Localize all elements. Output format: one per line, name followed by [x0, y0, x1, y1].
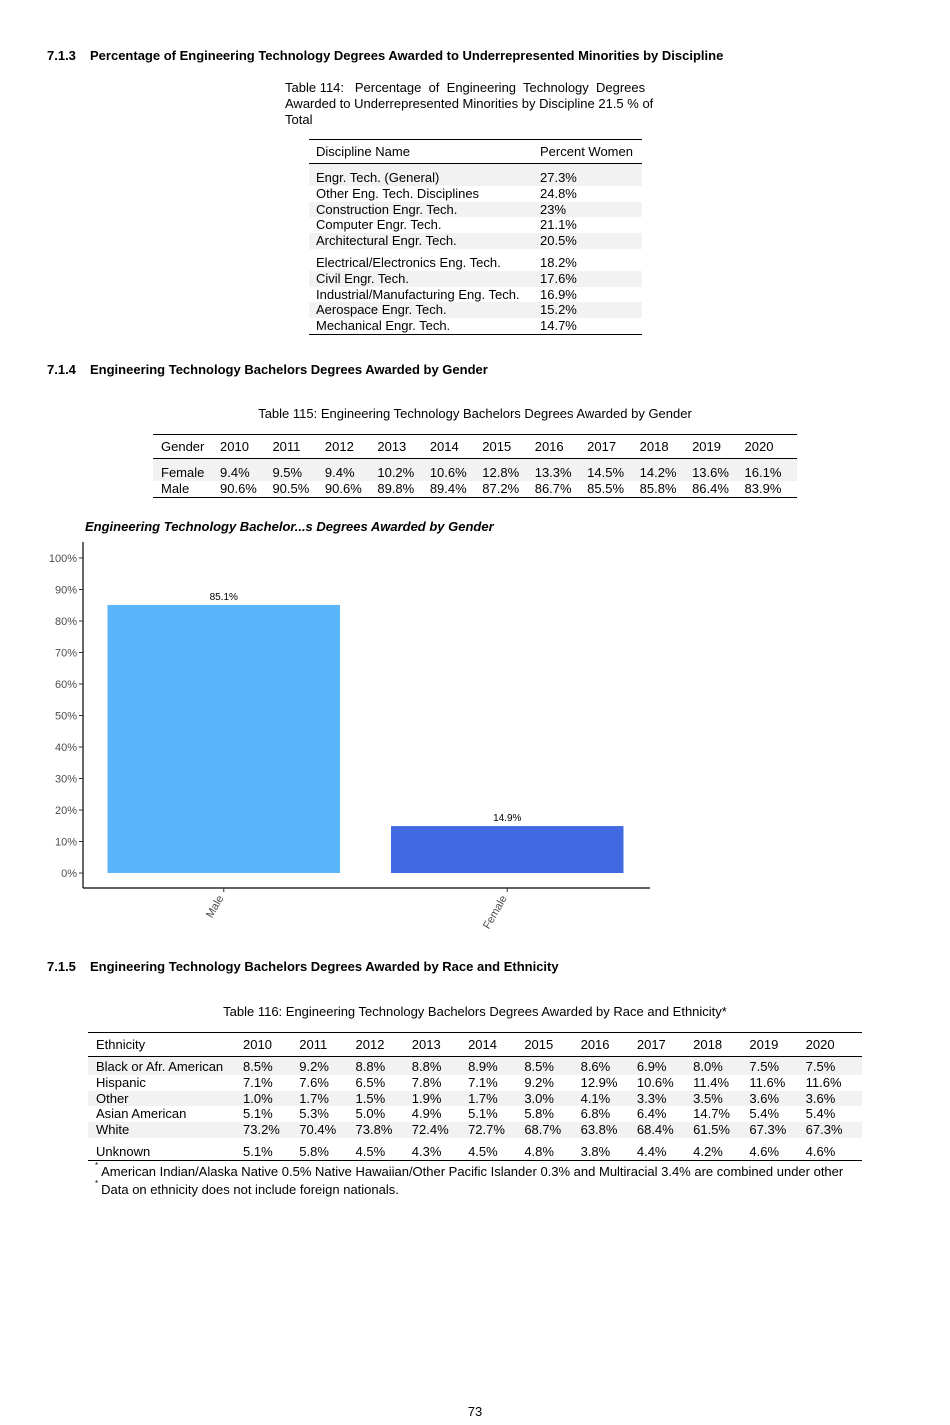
column-header: 2016 — [535, 435, 587, 459]
table-row — [88, 1106, 862, 1122]
table-row — [309, 186, 642, 202]
y-tick-label: 100% — [48, 553, 77, 565]
footnote-mark: * — [95, 1179, 99, 1188]
row-label-cell: Asian American — [96, 1106, 187, 1122]
percent-cell: 14.7% — [540, 318, 577, 334]
value-cell: 4.8% — [524, 1143, 554, 1159]
footnote-text: American Indian/Alaska Native 0.5% Native Hawaiian/Other Pacific Islander 0.3% and Multiracial 3.4% are combined under other — [101, 1164, 844, 1179]
column-header: 2011 — [299, 1033, 355, 1057]
value-cell: 12.9% — [580, 1074, 618, 1090]
row-label-cell: Unknown — [96, 1143, 151, 1159]
value-cell: 13.6% — [692, 459, 744, 482]
section-number: 7.1.5 — [47, 959, 76, 974]
x-tick-label: Female — [481, 893, 510, 932]
footnote-text: Data on ethnicity does not include foreign nationals. — [101, 1182, 399, 1197]
value-cell: 1.0% — [243, 1091, 299, 1107]
table-header-row — [153, 435, 797, 459]
section-heading-7-1-5 — [47, 959, 559, 974]
percent-cell: 24.8% — [540, 185, 577, 201]
table-114-caption — [285, 80, 665, 128]
value-cell: 3.3% — [637, 1091, 693, 1107]
value-cell: 90.5% — [272, 481, 310, 496]
column-header: 2014 — [430, 435, 482, 459]
value-cell: 5.1% — [468, 1106, 498, 1122]
discipline-name-cell: Electrical/Electronics Eng. Tech. — [316, 254, 501, 270]
value-cell: 7.1% — [243, 1074, 273, 1090]
table-row — [309, 217, 642, 233]
table-row — [153, 481, 797, 498]
discipline-name-cell: Other Eng. Tech. Disciplines — [316, 185, 480, 201]
column-header: 2012 — [325, 435, 377, 459]
value-cell: 72.7% — [468, 1122, 524, 1138]
table-row — [309, 302, 642, 318]
section-number: 7.1.3 — [47, 48, 76, 63]
value-cell: 9.4% — [220, 459, 272, 482]
discipline-name-cell: Industrial/Manufacturing Eng. Tech. — [316, 286, 520, 302]
value-cell: 85.8% — [639, 481, 677, 496]
column-header: 2015 — [482, 435, 534, 459]
value-cell: 1.7% — [299, 1091, 355, 1107]
value-cell: 6.4% — [636, 1106, 667, 1122]
y-tick-label: 50% — [54, 710, 77, 723]
value-cell: 8.6% — [581, 1057, 637, 1075]
y-tick-label: 30% — [54, 773, 77, 786]
value-cell: 85.5% — [587, 481, 625, 496]
value-cell: 13.3% — [535, 459, 587, 482]
bar-female — [391, 826, 623, 873]
value-cell: 8.9% — [468, 1057, 524, 1075]
value-cell: 83.9% — [744, 481, 782, 496]
table-row — [309, 318, 642, 334]
column-header: Gender — [153, 435, 220, 459]
value-cell: 3.5% — [693, 1091, 749, 1107]
value-cell: 61.5% — [693, 1122, 749, 1138]
percent-cell: 18.2% — [540, 254, 577, 270]
table-row — [309, 202, 642, 218]
table-115-caption: Table 115: Engineering Technology Bachelors Degrees Awarded by Gender — [258, 406, 692, 421]
value-cell: 3.6% — [806, 1091, 862, 1107]
column-header: 2019 — [749, 1033, 805, 1057]
bar-data-label: 14.9% — [493, 813, 522, 825]
y-tick-label: 10% — [54, 836, 77, 849]
value-cell: 67.3% — [749, 1122, 805, 1138]
value-cell: 86.7% — [534, 481, 572, 496]
column-header: 2019 — [692, 435, 744, 459]
column-header: 2015 — [524, 1033, 580, 1057]
table-header-row — [309, 140, 642, 164]
value-cell: 9.4% — [325, 459, 377, 482]
bar-data-label: 85.1% — [209, 591, 238, 603]
table-row — [309, 287, 642, 303]
value-cell: 1.9% — [412, 1091, 468, 1107]
column-header: Discipline Name — [309, 140, 540, 164]
value-cell: 14.5% — [587, 459, 639, 482]
table-row — [309, 164, 642, 186]
percent-cell: 15.2% — [540, 302, 642, 318]
column-header: 2010 — [243, 1033, 299, 1057]
section-number: 7.1.4 — [47, 362, 76, 377]
value-cell: 8.5% — [524, 1057, 580, 1075]
y-tick-label: 40% — [54, 742, 77, 754]
percent-cell: 16.9% — [540, 286, 577, 302]
column-header: 2014 — [468, 1033, 524, 1057]
value-cell: 89.8% — [377, 481, 415, 496]
column-header: 2016 — [581, 1033, 637, 1057]
discipline-name-cell: Computer Engr. Tech. — [316, 217, 442, 233]
table-row — [88, 1057, 862, 1075]
value-cell: 68.7% — [524, 1122, 580, 1138]
value-cell: 8.8% — [412, 1057, 468, 1075]
discipline-name-cell: Architectural Engr. Tech. — [309, 233, 540, 249]
value-cell: 9.2% — [524, 1074, 554, 1090]
column-header: 2018 — [693, 1033, 749, 1057]
y-tick-label: 80% — [54, 616, 77, 628]
column-header: Ethnicity — [88, 1033, 243, 1057]
column-header: 2017 — [587, 435, 639, 459]
value-cell: 68.4% — [637, 1122, 693, 1138]
discipline-name-cell: Civil Engr. Tech. — [309, 271, 540, 287]
value-cell: 7.5% — [806, 1057, 862, 1075]
value-cell: 4.9% — [411, 1106, 442, 1122]
value-cell: 4.3% — [411, 1143, 442, 1159]
y-tick-label: 60% — [54, 679, 77, 691]
value-cell: 6.8% — [580, 1106, 611, 1122]
table-row — [309, 233, 642, 249]
table-row — [88, 1138, 862, 1160]
value-cell: 14.2% — [640, 459, 692, 482]
table-row — [88, 1075, 862, 1091]
table-row — [88, 1091, 862, 1107]
value-cell: 5.8% — [299, 1143, 329, 1159]
value-cell: 89.4% — [429, 481, 467, 496]
column-header: 2011 — [272, 435, 324, 459]
value-cell: 7.1% — [468, 1074, 498, 1090]
bar-male — [108, 605, 340, 873]
value-cell: 4.5% — [355, 1143, 386, 1159]
value-cell: 90.6% — [324, 481, 362, 496]
value-cell: 87.2% — [482, 481, 520, 496]
value-cell: 1.7% — [468, 1091, 524, 1107]
value-cell: 4.1% — [581, 1091, 637, 1107]
value-cell: 73.8% — [356, 1122, 412, 1138]
discipline-name-cell: Mechanical Engr. Tech. — [316, 318, 451, 334]
column-header: Percent Women — [540, 140, 642, 164]
value-cell: 5.4% — [749, 1106, 780, 1122]
caption-line: Total — [285, 112, 313, 127]
value-cell: 10.6% — [636, 1074, 674, 1090]
table-row — [309, 271, 642, 287]
chart-title: Engineering Technology Bachelor...s Degrees Awarded by Gender — [85, 519, 494, 534]
value-cell: 5.8% — [524, 1106, 554, 1122]
table-row — [309, 249, 642, 271]
row-label-cell: Black or Afr. American — [88, 1057, 243, 1075]
section-title: Percentage of Engineering Technology Degrees Awarded to Underrepresented Minorities by Discipline — [90, 48, 724, 63]
value-cell: 4.6% — [749, 1143, 780, 1159]
column-header: 2010 — [220, 435, 272, 459]
section-title: Engineering Technology Bachelors Degrees Awarded by Race and Ethnicity — [90, 959, 559, 974]
value-cell: 4.2% — [693, 1143, 723, 1159]
table-row — [153, 459, 797, 482]
discipline-name-cell: Construction Engr. Tech. — [309, 202, 540, 218]
value-cell: 4.5% — [468, 1143, 498, 1159]
value-cell: 90.6% — [220, 481, 257, 496]
value-cell: 5.0% — [355, 1106, 386, 1122]
row-label-cell: Male — [161, 481, 190, 496]
value-cell: 5.3% — [299, 1106, 329, 1122]
section-heading-7-1-3 — [47, 48, 723, 63]
value-cell: 72.4% — [412, 1122, 468, 1138]
y-tick-label: 0% — [61, 868, 77, 880]
value-cell: 8.5% — [243, 1057, 299, 1075]
value-cell: 3.6% — [749, 1091, 805, 1107]
section-title: Engineering Technology Bachelors Degrees Awarded by Gender — [90, 362, 488, 377]
table-115 — [153, 434, 797, 498]
column-header: 2020 — [806, 1033, 862, 1057]
value-cell: 12.8% — [482, 459, 534, 482]
percent-cell: 20.5% — [540, 233, 642, 249]
value-cell: 7.8% — [411, 1074, 442, 1090]
footnote-mark: * — [95, 1161, 99, 1170]
percent-cell: 17.6% — [540, 271, 642, 287]
value-cell: 11.6% — [805, 1074, 842, 1090]
caption-line: Table 114: Percentage of Engineering Technology Degrees — [285, 80, 646, 95]
x-tick-label: Male — [204, 893, 227, 921]
caption-line: Awarded to Underrepresented Minorities by Discipline 21.5 % of — [285, 96, 654, 111]
column-header: 2013 — [377, 435, 429, 459]
value-cell: 8.0% — [693, 1057, 749, 1075]
value-cell: 86.4% — [692, 481, 729, 496]
column-header: 2020 — [745, 435, 797, 459]
value-cell: 5.4% — [805, 1106, 836, 1122]
value-cell: 9.2% — [299, 1057, 355, 1075]
value-cell: 7.6% — [299, 1074, 329, 1090]
row-label-cell: Hispanic — [96, 1074, 146, 1090]
value-cell: 6.5% — [355, 1074, 386, 1090]
value-cell: 9.5% — [272, 459, 324, 482]
value-cell: 67.3% — [806, 1122, 862, 1138]
column-header: 2018 — [640, 435, 692, 459]
column-header: 2012 — [356, 1033, 412, 1057]
value-cell: 14.7% — [693, 1106, 730, 1122]
y-tick-label: 20% — [54, 805, 77, 817]
percent-cell: 21.1% — [540, 217, 577, 233]
table-row — [88, 1122, 862, 1138]
footnote-1 — [95, 1161, 844, 1179]
percent-cell: 27.3% — [540, 164, 642, 186]
value-cell: 3.0% — [524, 1091, 580, 1107]
table-116 — [88, 1032, 862, 1161]
column-header: 2017 — [637, 1033, 693, 1057]
value-cell: 10.2% — [377, 459, 429, 482]
table-114 — [309, 139, 642, 335]
value-cell: 16.1% — [745, 459, 797, 482]
gender-bar-chart — [0, 535, 700, 945]
value-cell: 11.4% — [693, 1074, 730, 1090]
row-label-cell: Female — [153, 459, 220, 482]
page-number: 73 — [467, 1404, 483, 1419]
value-cell: 70.4% — [299, 1122, 355, 1138]
y-tick-label: 90% — [54, 584, 77, 597]
y-tick-label: 70% — [54, 647, 77, 660]
value-cell: 4.4% — [636, 1143, 667, 1159]
table-116-caption: Table 116: Engineering Technology Bachelors Degrees Awarded by Race and Ethnicity* — [223, 1004, 727, 1019]
value-cell: 7.5% — [749, 1057, 805, 1075]
row-label-cell: Other — [88, 1091, 243, 1107]
value-cell: 5.1% — [243, 1106, 273, 1122]
discipline-name-cell: Aerospace Engr. Tech. — [309, 302, 540, 318]
column-header: 2013 — [412, 1033, 468, 1057]
value-cell: 11.6% — [749, 1074, 786, 1090]
value-cell: 5.1% — [243, 1143, 273, 1159]
value-cell: 73.2% — [243, 1122, 299, 1138]
section-heading-7-1-4 — [47, 362, 488, 377]
value-cell: 6.9% — [637, 1057, 693, 1075]
value-cell: 63.8% — [581, 1122, 637, 1138]
value-cell: 4.6% — [805, 1143, 836, 1159]
table-header-row — [88, 1033, 862, 1057]
discipline-name-cell: Engr. Tech. (General) — [309, 164, 540, 186]
value-cell: 8.8% — [356, 1057, 412, 1075]
percent-cell: 23% — [540, 202, 642, 218]
value-cell: 1.5% — [356, 1091, 412, 1107]
footnote-2 — [95, 1179, 399, 1197]
value-cell: 10.6% — [430, 459, 482, 482]
value-cell: 3.8% — [580, 1143, 611, 1159]
row-label-cell: White — [88, 1122, 243, 1138]
